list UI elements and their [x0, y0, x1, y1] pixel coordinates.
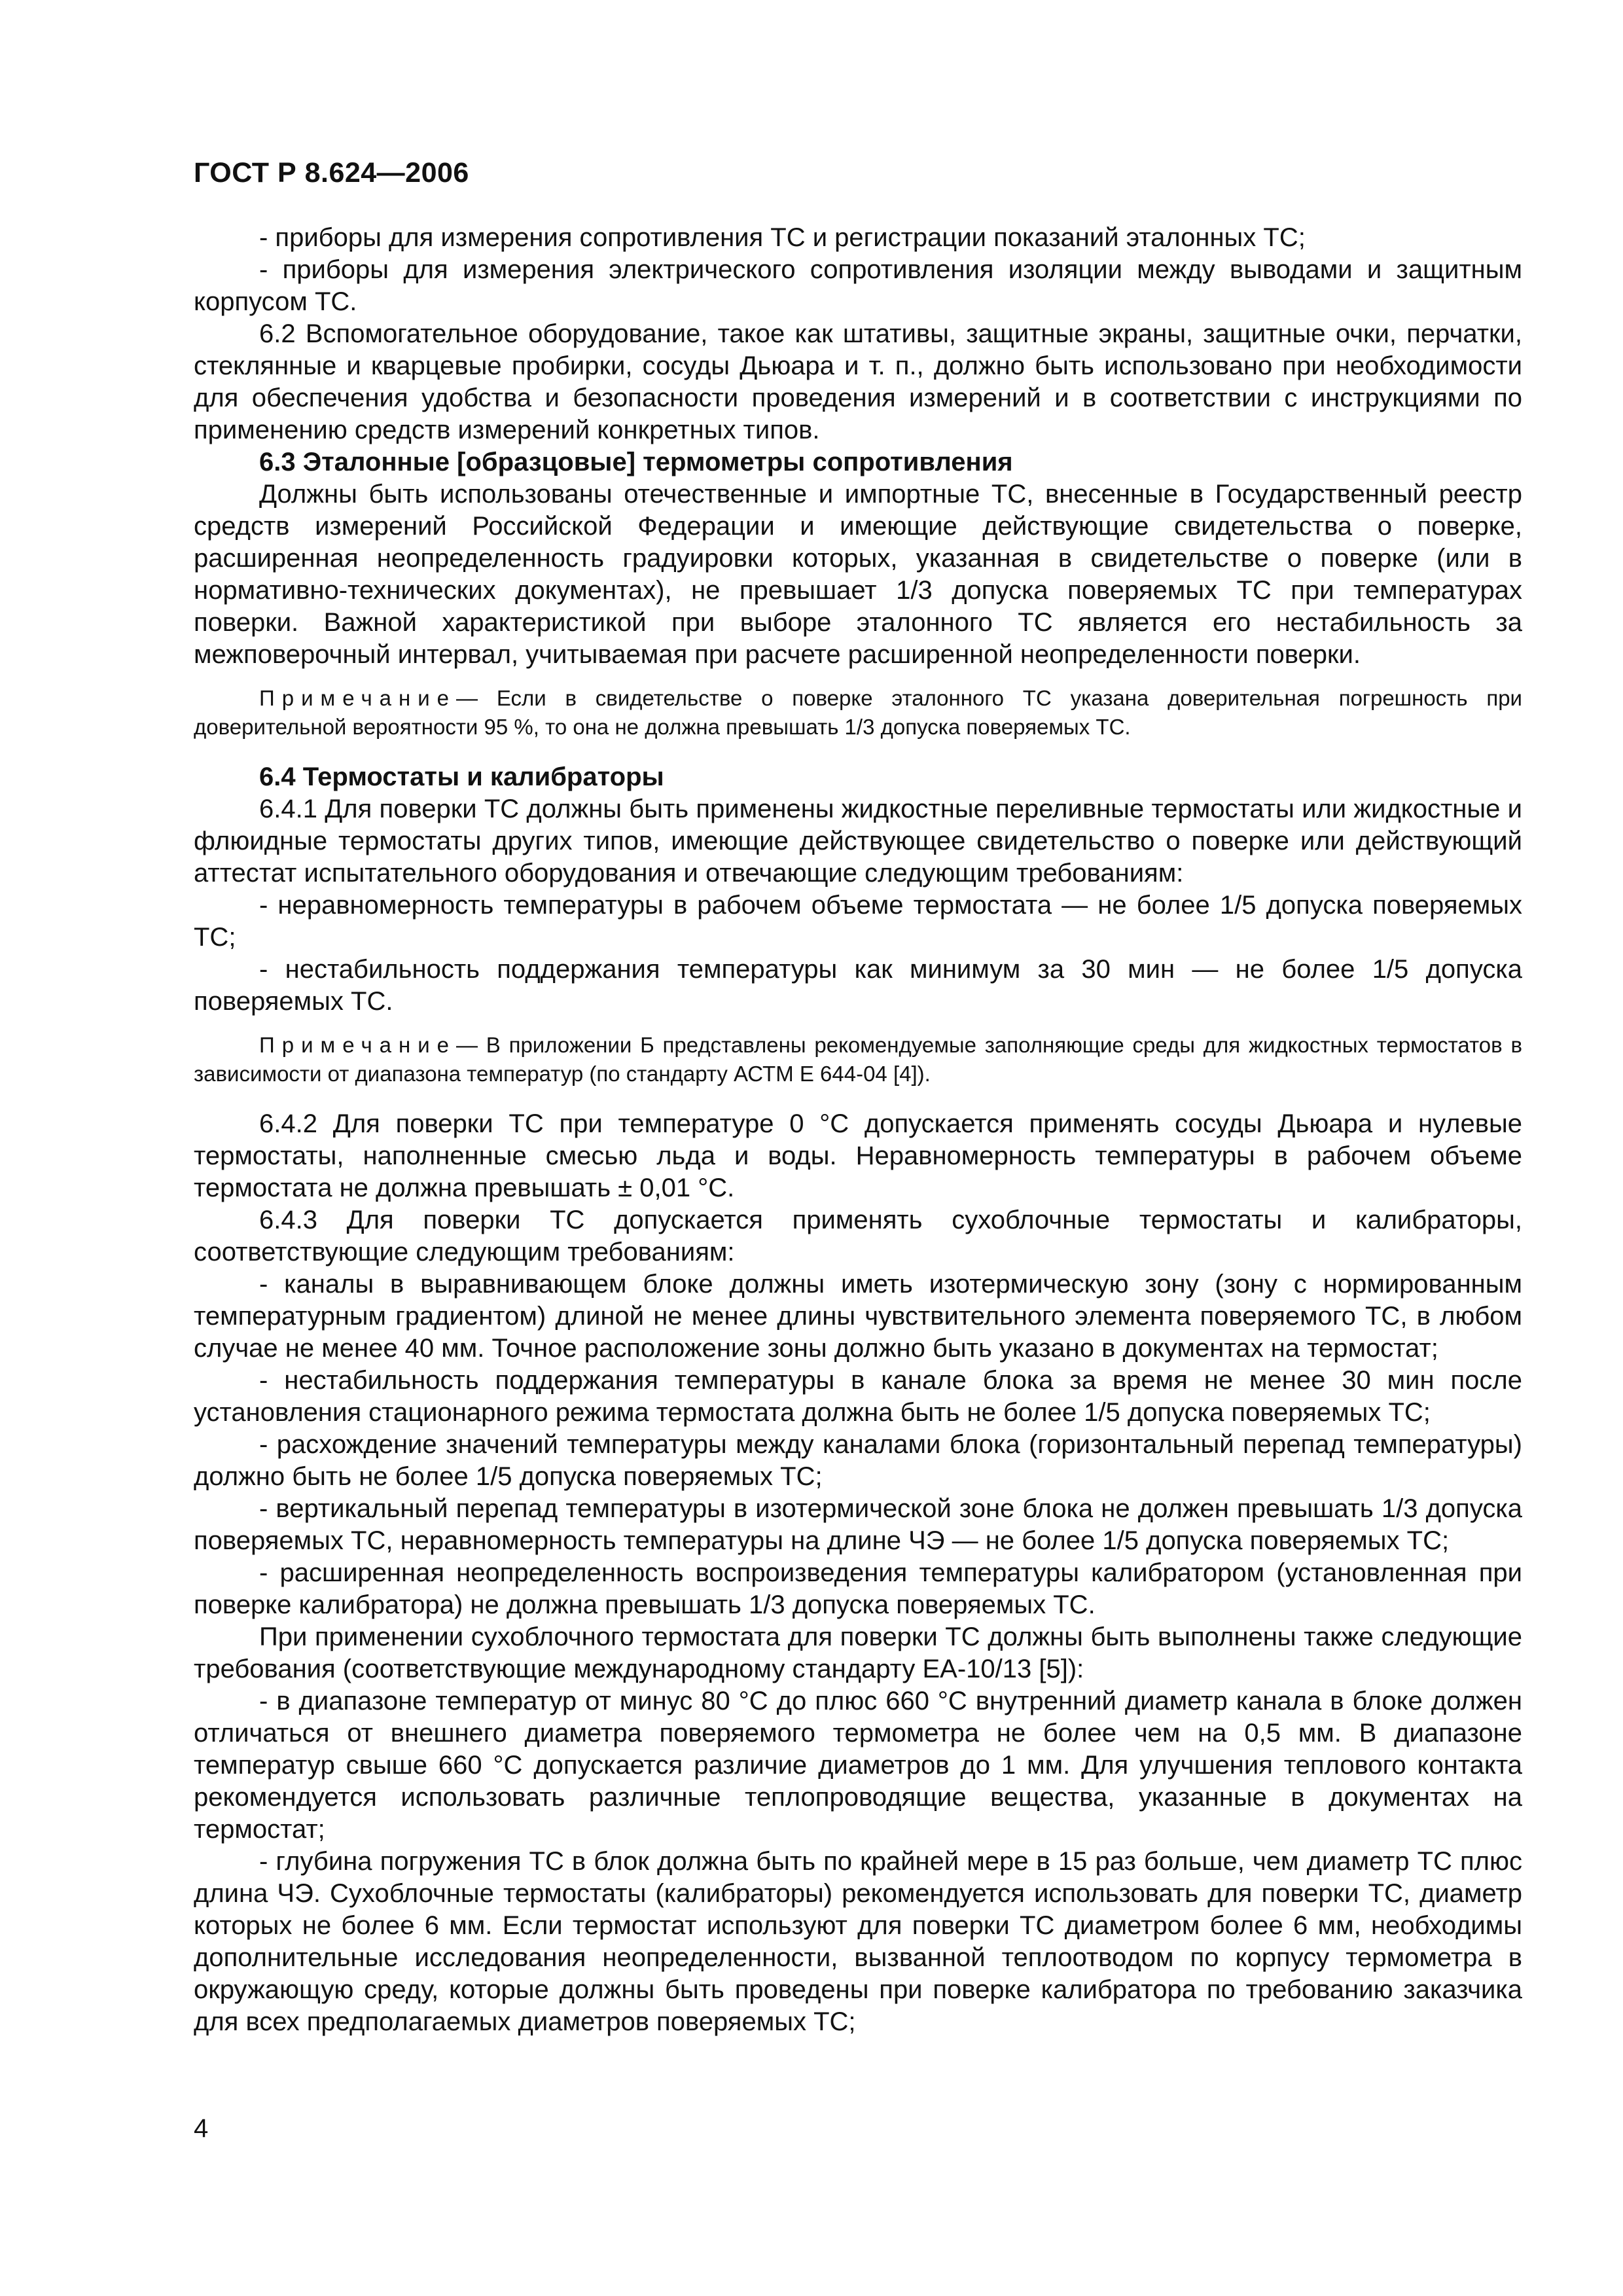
paragraph-6-4-2: 6.4.2 Для поверки ТС при температуре 0 °С допускается применять сосуды Дьюара и нулевые термостаты, наполненные смесью льда и воды. Неравномерность температуры в рабочем объеме термостата не должна превышать ± 0,01 °С. [194, 1109, 1522, 1202]
list-item: - нестабильность поддержания температуры в канале блока за время не менее 30 мин после установления стационарного режима термостата должна быть не более 1/5 допуска поверяемых ТС; [194, 1366, 1522, 1427]
list-item: - расхождение значений температуры между каналами блока (горизонтальный перепад температуры) должно быть не более 1/5 допуска поверяемых ТС; [194, 1430, 1522, 1491]
note [194, 684, 1522, 742]
paragraph: Должны быть использованы отечественные и импортные ТС, внесенные в Государственный реестр средств измерений Российской Федерации и имеющие действующие свидетельства о поверке, расширенная неопределенность градуировки которых, указанная в свидетельстве о поверке (или в нормативно-технических документах), не превышает 1/3 допуска поверяемых ТС при температурах поверки. Важной характеристикой при выборе эталонного ТС является его нестабильность за межповерочный интервал, учитываемая при расчете расширенной неопределенности поверки. [194, 480, 1522, 669]
list-item: - в диапазоне температур от минус 80 °С до плюс 660 °С внутренний диаметр канала в блоке должен отличаться от внешнего диаметра поверяемого термометра не более чем на 0,5 мм. В диапазоне температур свыше 660 °С допускается различие диаметров до 1 мм. Для улучшения теплового контакта рекомендуется использовать различные теплопроводящие вещества, указанные в документах на термостат; [194, 1687, 1522, 1844]
note-label: Примечание [259, 686, 457, 710]
document-page [194, 157, 1522, 2038]
note-text: — В приложении Б представлены рекомендуемые заполняющие среды для жидкостных термостатов в зависимости от диапазона температур (по стандарту АСТМ Е 644-04 [4]). [194, 1033, 1522, 1086]
note-label: Примечание [259, 1033, 457, 1057]
note [194, 1031, 1522, 1088]
list-item: - глубина погружения ТС в блок должна быть по крайней мере в 15 раз больше, чем диаметр ТС плюс длина ЧЭ. Сухоблочные термостаты (калибраторы) рекомендуется использовать для поверки ТС, диаметр которых не более 6 мм. Если термостат используют для поверки ТС диаметром более 6 мм, необходимы дополнительные исследования неопределенности, вызванной теплоотводом по корпусу термометра в окружающую среду, которые должны быть проведены при поверке калибратора по требованию заказчика для всех предполагаемых диаметров поверяемых ТС; [194, 1847, 1522, 2036]
list-item: - расширенная неопределенность воспроизведения температуры калибратором (установленная при поверке калибратора) не должна превышать 1/3 допуска поверяемых ТС. [194, 1558, 1522, 1619]
page-number: 4 [194, 2114, 209, 2143]
section-heading-6-3: 6.3 Эталонные [образцовые] термометры сопротивления [259, 448, 1013, 476]
list-item: - нестабильность поддержания температуры как минимум за 30 мин — не более 1/5 допуска поверяемых ТС. [194, 955, 1522, 1016]
list-item: - вертикальный перепад температуры в изотермической зоне блока не должен превышать 1/3 допуска поверяемых ТС, неравномерность температуры на длине ЧЭ — не более 1/5 допуска поверяемых ТС; [194, 1494, 1522, 1555]
paragraph-6-4-3: 6.4.3 Для поверки ТС допускается применять сухоблочные термостаты и калибраторы, соответствующие следующим требованиям: [194, 1206, 1522, 1266]
list-item: - приборы для измерения сопротивления ТС и регистрации показаний эталонных ТС; [259, 223, 1306, 252]
list-item: - неравномерность температуры в рабочем объеме термостата — не более 1/5 допуска поверяемых ТС; [194, 891, 1522, 952]
list-item: - приборы для измерения электрического сопротивления изоляции между выводами и защитным корпусом ТС. [194, 255, 1522, 316]
note-text: — Если в свидетельстве о поверке эталонного ТС указана доверительная погрешность при доверительной вероятности 95 %, то она не должна превышать 1/3 допуска поверяемых ТС. [194, 686, 1522, 739]
paragraph-6-2: 6.2 Вспомогательное оборудование, такое как штативы, защитные экраны, защитные очки, перчатки, стеклянные и кварцевые пробирки, сосуды Дьюара и т. п., должно быть использовано при необходимости для обеспечения удобства и безопасности проведения измерений и в соответствии с инструкциями по применению средств измерений конкретных типов. [194, 319, 1522, 444]
paragraph-6-4-1: 6.4.1 Для поверки ТС должны быть применены жидкостные переливные термостаты или жидкостные и флюидные термостаты других типов, имеющие действующее свидетельство о поверке или действующий аттестат испытательного оборудования и отвечающие следующим требованиям: [194, 795, 1522, 888]
paragraph: При применении сухоблочного термостата для поверки ТС должны быть выполнены также следующие требования (соответствующие международному стандарту ЕА-10/13 [5]): [194, 1623, 1522, 1683]
document-header: ГОСТ Р 8.624—2006 [194, 157, 469, 188]
list-item: - каналы в выравнивающем блоке должны иметь изотермическую зону (зону с нормированным температурным градиентом) длиной не менее длины чувствительного элемента поверяемого ТС, в любом случае не менее 40 мм. Точное расположение зоны должно быть указано в документах на термостат; [194, 1270, 1522, 1363]
section-heading-6-4: 6.4 Термостаты и калибраторы [259, 762, 664, 791]
